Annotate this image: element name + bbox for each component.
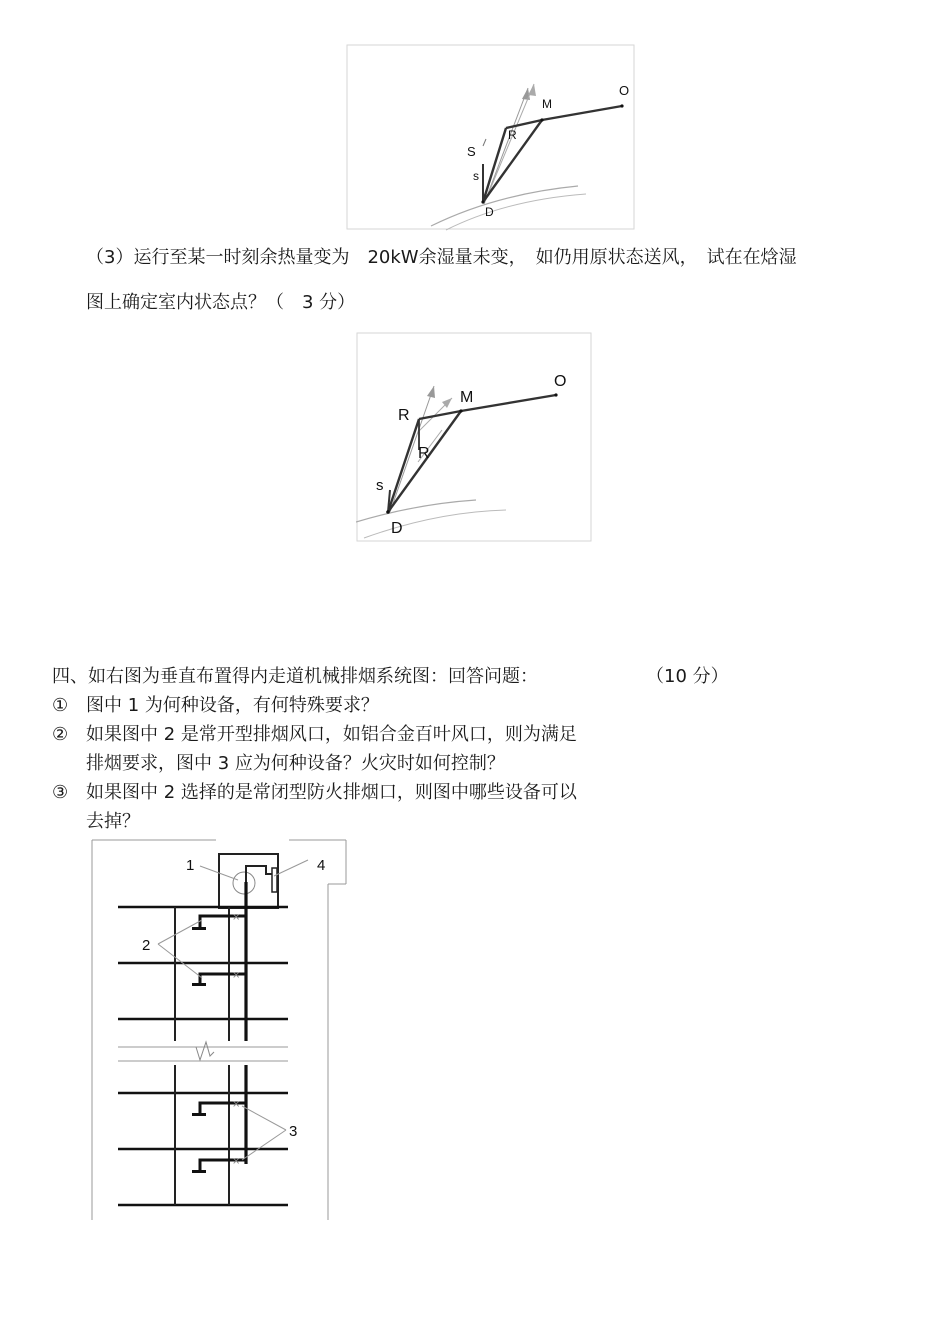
item-2-marker: ② <box>52 724 69 745</box>
fan-room <box>219 854 278 908</box>
label-M: M <box>542 97 552 111</box>
exhaust-fan <box>233 872 255 894</box>
question-3-line-1: （3）运行至某一时刻余热量变为 20kW余湿量未变， 如仍用原状态送风， 试在在焓湿 <box>86 247 797 268</box>
line-O-M <box>461 395 556 411</box>
label-O: O <box>554 373 567 390</box>
arrow-head-1 <box>427 386 435 398</box>
leader-4 <box>274 860 308 876</box>
smoke-inlet-2 <box>192 983 206 986</box>
section-4-score: （10 分） <box>646 666 729 687</box>
line-R-D <box>483 128 506 202</box>
label-4: 4 <box>317 857 326 874</box>
saturation-curve <box>431 186 578 226</box>
line-R-D <box>388 419 419 512</box>
item-2-text-cont: 排烟要求，图中 3 应为何种设备？火灾时如何控制？ <box>86 753 505 774</box>
label-R: R <box>508 128 517 142</box>
item-3-text: 如果图中 2 选择的是常闭型防火排烟口，则图中哪些设备可以 <box>86 782 577 803</box>
line-O-M <box>542 106 622 120</box>
smoke-inlet-3 <box>192 1113 206 1116</box>
smoke-exhaust-diagram <box>88 838 358 1223</box>
label-s: s <box>473 169 479 183</box>
figure-frame <box>347 45 634 229</box>
saturation-curve <box>356 500 476 522</box>
break-symbol <box>196 1042 214 1060</box>
leader-3a <box>242 1106 286 1130</box>
smoke-inlet-1 <box>192 927 206 930</box>
label-R-lower: R <box>418 445 430 462</box>
item-2-text: 如果图中 2 是常开型排烟风口，如铝合金百叶风口，则为满足 <box>86 724 577 745</box>
leader-2a <box>158 920 202 944</box>
question-3-line-2: 图上确定室内状态点？（ 3 分） <box>86 292 356 313</box>
saturation-curve-2 <box>446 194 586 230</box>
damper-mark-2: × <box>232 970 241 981</box>
item-3-text-cont: 去掉？ <box>86 811 140 832</box>
label-D: D <box>391 520 403 537</box>
label-D: D <box>485 205 494 219</box>
item-1-marker: ① <box>52 695 69 716</box>
label-M: M <box>460 389 474 406</box>
process-arrow-2 <box>484 84 534 204</box>
label-S: S <box>467 144 476 159</box>
arrow-head-2 <box>528 84 536 96</box>
item-3-marker: ③ <box>52 782 69 803</box>
label-3: 3 <box>289 1123 298 1140</box>
figure-frame <box>357 333 591 541</box>
S-dash <box>483 139 486 146</box>
label-s: s <box>376 477 384 494</box>
label-2: 2 <box>142 937 151 954</box>
damper-mark-3: × <box>232 1099 241 1110</box>
leader-3b <box>242 1130 286 1160</box>
section-4-title: 四、如右图为垂直布置得内走道机械排烟系统图：回答问题： <box>52 666 538 687</box>
item-1-text: 图中 1 为何种设备，有何特殊要求？ <box>86 695 379 716</box>
damper-mark-1: × <box>232 912 241 923</box>
leader-2b <box>158 944 202 978</box>
label-O: O <box>619 83 630 98</box>
psychro-figure-2 <box>356 332 596 544</box>
label-1: 1 <box>186 857 195 874</box>
psychro-figure-1 <box>346 44 636 232</box>
damper-mark-4: × <box>232 1156 241 1167</box>
smoke-inlet-4 <box>192 1170 206 1173</box>
process-arrow-1 <box>484 88 528 204</box>
label-R-upper: R <box>398 407 410 424</box>
